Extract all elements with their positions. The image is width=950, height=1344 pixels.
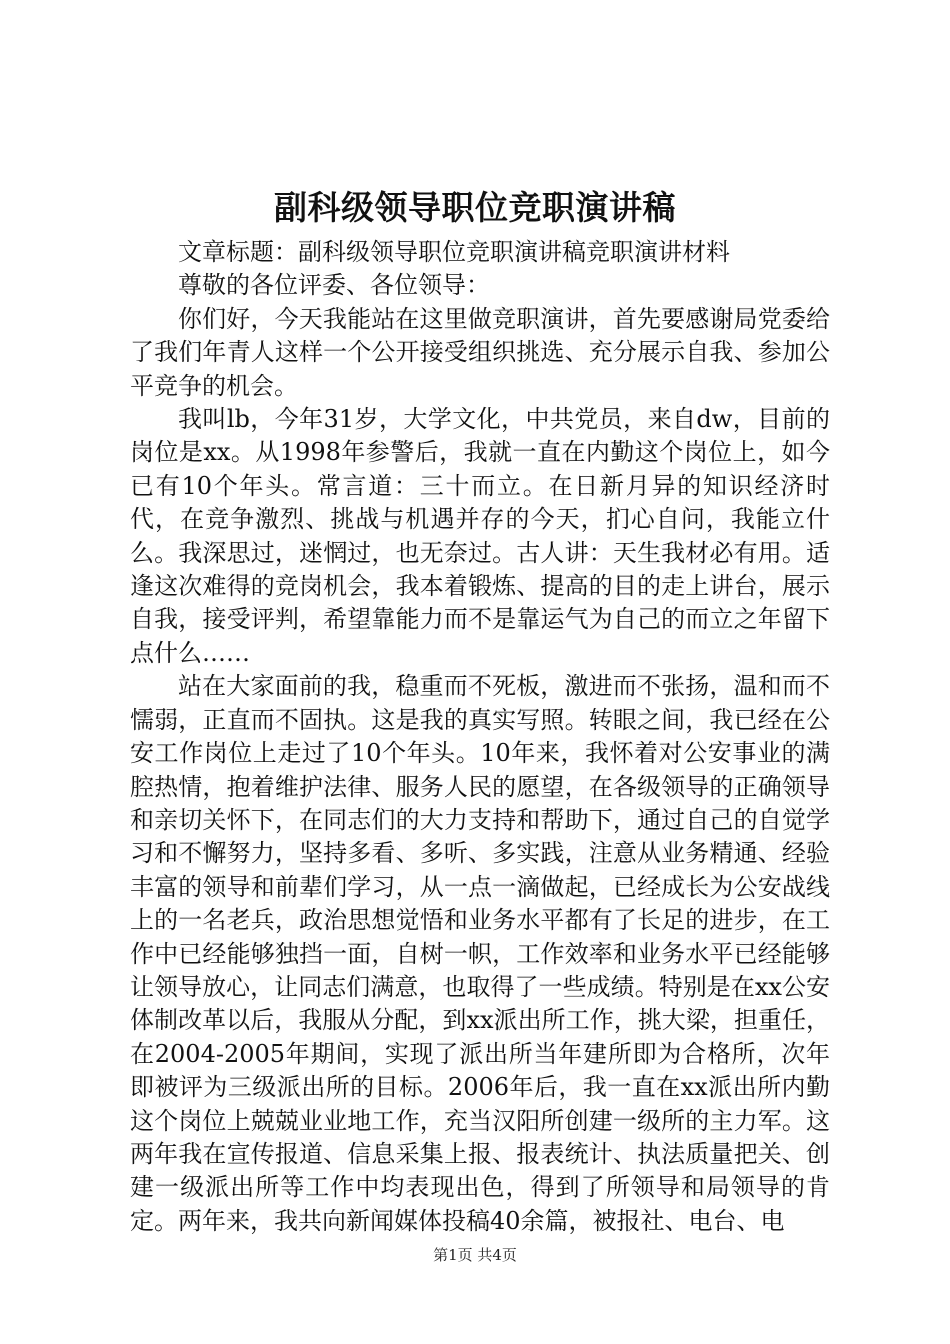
paragraph-introduction: 我叫lb，今年31岁，大学文化，中共党员，来自dw，目前的岗位是xx。从1998年参警后，我就一直在内勤这个岗位上，如今已有10个年头。常言道：三十而立。在日新月异的知识经济时代，在竞争激烈、挑战与机遇并存的今天，扪心自问，我能立什么。我深思过，迷惘过，也无奈过。古人讲：天生我材必有用。适逢这次难得的竞岗机会，我本着锻炼、提高的目的走上讲台，展示自我，接受评判，希望靠能力而不是靠运气为自己的而立之年留下点什么……	[130, 405, 830, 667]
page-number: 第1页 共4页	[433, 1246, 517, 1264]
paragraph-greeting: 你们好，今天我能站在这里做竞职演讲，首先要感谢局党委给了我们年青人这样一个公开接受组织挑选、充分展示自我、参加公平竞争的机会。	[130, 304, 830, 400]
document-title: 副科级领导职位竞职演讲稿	[274, 188, 676, 227]
salutation: 尊敬的各位评委、各位领导：	[178, 271, 490, 300]
article-title-line: 文章标题：副科级领导职位竞职演讲稿竞职演讲材料	[178, 238, 730, 266]
document-body	[130, 236, 830, 1238]
paragraph-experience: 站在大家面前的我，稳重而不死板，激进而不张扬，温和而不懦弱，正直而不固执。这是我的真实写照。转眼之间，我已经在公安工作岗位上走过了10个年头。10年来，我怀着对公安事业的满腔热情，抱着维护法律、服务人民的愿望，在各级领导的正确领导和亲切关怀下，在同志们的大力支持和帮助下，通过自己的自觉学习和不懈努力，坚持多看、多听、多实践，注意从业务精通、经验丰富的领导和前辈们学习，从一点一滴做起，已经成长为公安战线上的一名老兵，政治思想觉悟和业务水平都有了长足的进步，在工作中已经能够独挡一面，自树一帜，工作效率和业务水平已经能够让领导放心，让同志们满意，也取得了一些成绩。特别是在xx公安体制改革以后，我服从分配，到xx派出所工作，挑大梁，担重任，在2004-2005年期间，实现了派出所当年建所即为合格所，次年即被评为三级派出所的目标。2006年后，我一直在xx派出所内勤这个岗位上兢兢业业地工作，充当汉阳所创建一级所的主力军。这两年我在宣传报道、信息采集上报、报表统计、执法质量把关、创建一级派出所等工作中均表现出色，得到了所领导和局领导的肯定。两年来，我共向新闻媒体投稿40余篇，被报社、电台、电	[130, 672, 830, 1235]
